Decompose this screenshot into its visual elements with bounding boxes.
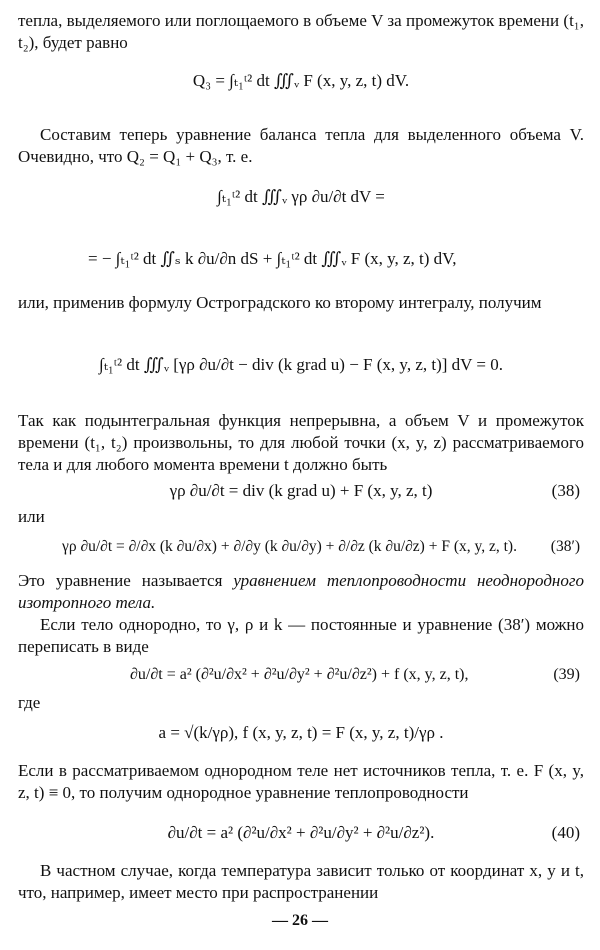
equation-40 bbox=[18, 812, 584, 854]
equation-q3-text: Q₃ = ∫ₜ₁ᵗ² dt ∭ᵥ F (x, y, z, t) dV. bbox=[192, 71, 410, 90]
equation-38-number: (38) bbox=[551, 481, 580, 500]
equation-39-text: ∂u/∂t = a² (∂²u/∂x² + ∂²u/∂y² + ∂²u/∂z²) + f (x, y, z, t), bbox=[130, 666, 469, 683]
equation-38-prime-number: (38′) bbox=[550, 538, 580, 555]
equation-definitions-text: a = √(k/γρ), f (x, y, z, t) = F (x, y, z, t)/γρ . bbox=[158, 723, 444, 742]
equation-balance-left bbox=[18, 176, 584, 218]
page-number: — 26 — bbox=[272, 912, 328, 929]
equation-40-number: (40) bbox=[551, 823, 580, 842]
paragraph-2: Составим теперь уравнение баланса тепла для выделенного объема V. Очевидно, что Q₂ = Q₁ + Q₃, т. е. bbox=[18, 125, 584, 166]
equation-integral-zero bbox=[18, 344, 584, 386]
paragraph-7: Если в рассматриваемом однородном теле нет источников тепла, т. е. F (x, y, z, t) ≡ 0, то получим однородное уравнение теплопроводности bbox=[18, 761, 584, 802]
equation-38-prime bbox=[18, 526, 584, 568]
equation-39 bbox=[18, 654, 584, 696]
equation-integral-zero-text: ∫ₜ₁ᵗ² dt ∭ᵥ [γρ ∂u/∂t − div (k grad u) − F (x, y, z, t)] dV = 0. bbox=[99, 355, 503, 374]
equation-39-number: (39) bbox=[553, 666, 580, 683]
equation-38-prime-text: γρ ∂u/∂t = ∂/∂x (k ∂u/∂x) + ∂/∂y (k ∂u/∂y) + ∂/∂z (k ∂u/∂z) + F (x, y, z, t). bbox=[62, 538, 517, 555]
paragraph-4: Так как подынтегральная функция непрерывна, а объем V и промежуток времени (t₁, t₂) произвольны, то для любой точки (x, y, z) рассматриваемого тела и для любого момента времени t должно быть bbox=[18, 411, 584, 474]
word-where: где bbox=[18, 693, 41, 712]
equation-definitions bbox=[18, 712, 584, 754]
equation-q3 bbox=[18, 60, 584, 102]
paragraph-8: В частном случае, когда температура зависит только от координат x, y и t, что, например, имеет место при распространении bbox=[18, 861, 584, 902]
paragraph-6: Если тело однородно, то γ, ρ и k — постоянные и уравнение (38′) можно переписать в виде bbox=[18, 615, 584, 656]
equation-38-text: γρ ∂u/∂t = div (k grad u) + F (x, y, z, t) bbox=[169, 481, 433, 500]
paragraph-5-emphasis: уравнением теплопроводности неоднородного изотропного тела. bbox=[18, 571, 584, 612]
paragraph-3: или, применив формулу Остроградского ко второму интегралу, получим bbox=[18, 293, 542, 312]
paragraph-1: тепла, выделяемого или поглощаемого в объеме V за промежуток времени (t₁, t₂), будет равно bbox=[18, 11, 584, 52]
equation-40-text: ∂u/∂t = a² (∂²u/∂x² + ∂²u/∂y² + ∂²u/∂z²). bbox=[167, 823, 435, 842]
paragraph-5-lead: Это уравнение называется bbox=[18, 571, 234, 590]
paragraph-5 bbox=[18, 570, 584, 614]
equation-balance-right-text: = − ∫ₜ₁ᵗ² dt ∬ₛ k ∂u/∂n dS + ∫ₜ₁ᵗ² dt ∭ᵥ F (x, y, z, t) dV, bbox=[88, 249, 457, 268]
equation-balance-right bbox=[18, 238, 584, 280]
word-or: или bbox=[18, 507, 45, 526]
equation-balance-left-text: ∫ₜ₁ᵗ² dt ∭ᵥ γρ ∂u/∂t dV = bbox=[217, 187, 385, 206]
